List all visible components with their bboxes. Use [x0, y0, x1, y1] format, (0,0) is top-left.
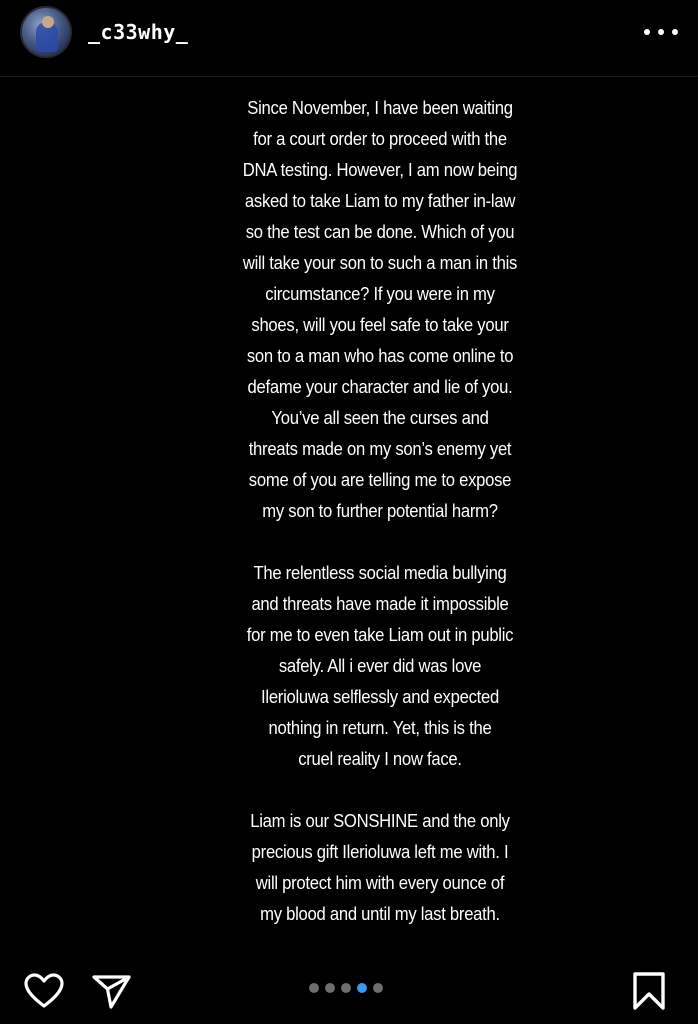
- username[interactable]: _c33why_: [88, 20, 189, 44]
- pager-dot-active: [357, 983, 367, 993]
- more-dot: [644, 29, 650, 35]
- pager-dot: [373, 983, 383, 993]
- bookmark-icon[interactable]: [628, 970, 672, 1014]
- post-line: Since November, I have been waiting: [247, 97, 513, 118]
- post-line: asked to take Liam to my father in-law: [244, 190, 516, 211]
- post-line: The relentless social media bullying: [253, 562, 507, 583]
- post-line: threats made on my son’s enemy yet: [248, 438, 512, 459]
- post-line: my blood and until my last breath.: [260, 903, 500, 924]
- send-icon[interactable]: [90, 970, 134, 1014]
- post-line: will take your son to such a man in this: [242, 252, 518, 273]
- post-line: for a court order to proceed with the: [253, 128, 507, 149]
- pager-dot: [309, 983, 319, 993]
- more-dot: [672, 29, 678, 35]
- post-line: cruel reality I now face.: [298, 748, 462, 769]
- post-line: so the test can be done. Which of you: [245, 221, 515, 242]
- post-line: DNA testing. However, I am now being: [242, 159, 518, 180]
- post-paragraph: [218, 92, 542, 526]
- post-line: You’ve all seen the curses and: [271, 407, 489, 428]
- story-footer: [0, 960, 698, 1024]
- post-paragraph: [218, 557, 542, 774]
- heart-icon[interactable]: [22, 970, 66, 1014]
- avatar[interactable]: [20, 6, 72, 58]
- post-line: defame your character and lie of you.: [247, 376, 513, 397]
- post-line: shoes, will you feel safe to take your: [251, 314, 509, 335]
- story-pager: [309, 982, 383, 994]
- post-line: some of you are telling me to expose: [248, 469, 512, 490]
- post-paragraph: [218, 805, 542, 929]
- story-header: [0, 0, 698, 77]
- post-line: my son to further potential harm?: [262, 500, 498, 521]
- post-line: precious gift Ilerioluwa left me with. I: [251, 841, 509, 862]
- post-line: son to a man who has come online to: [246, 345, 514, 366]
- post-line: Liam is our SONSHINE and the only: [250, 810, 510, 831]
- more-options-icon[interactable]: [644, 22, 678, 42]
- pager-dot: [341, 983, 351, 993]
- post-line: safely. All i ever did was love: [278, 655, 482, 676]
- post-line: Ilerioluwa selflessly and expected: [261, 686, 499, 707]
- post-line: circumstance? If you were in my: [265, 283, 495, 304]
- avatar-head: [42, 16, 54, 28]
- more-dot: [658, 29, 664, 35]
- post-text: [218, 92, 542, 960]
- post-line: and threats have made it impossible: [251, 593, 509, 614]
- post-line: nothing in return. Yet, this is the: [268, 717, 492, 738]
- pager-dot: [325, 983, 335, 993]
- post-line: for me to even take Liam out in public: [246, 624, 514, 645]
- post-line: will protect him with every ounce of: [255, 872, 505, 893]
